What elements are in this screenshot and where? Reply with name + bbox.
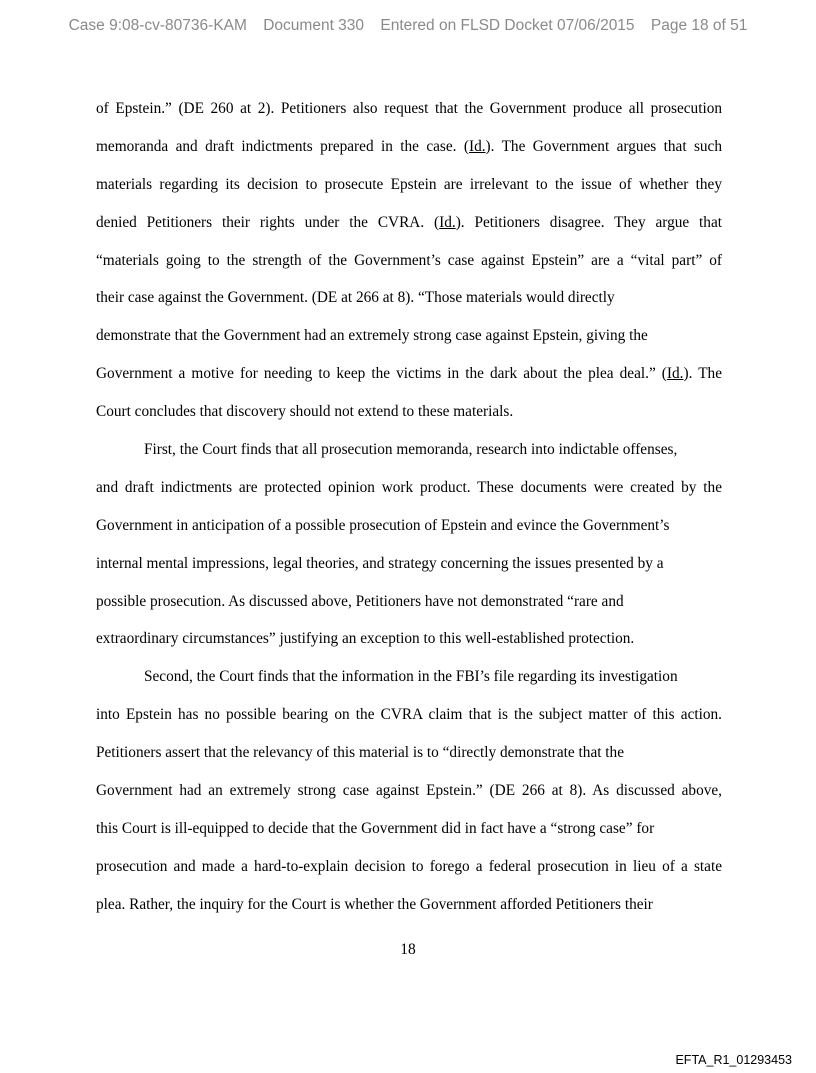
text-line: Court concludes that discovery should not extend to these materials.	[96, 403, 514, 421]
docket-header	[0, 17, 816, 35]
text-line: and draft indictments are protected opinion work product. These documents were created by the	[96, 478, 722, 496]
text-line: Second, the Court finds that the information in the FBI’s file regarding its investigation	[144, 668, 678, 686]
text-line: denied Petitioners their rights under the CVRA. (Id.). Petitioners disagree. They argue that	[96, 213, 722, 231]
text-line: of Epstein.” (DE 260 at 2). Petitioners also request that the Government produce all prosecution	[96, 100, 722, 117]
document-body	[96, 90, 722, 924]
docket-entry: Entered on FLSD Docket 07/06/2015	[380, 17, 635, 34]
text-line: their case against the Government. (DE at 266 at 8). “Those materials would directly	[96, 289, 615, 307]
text-line: plea. Rather, the inquiry for the Court is whether the Government afforded Petitioners their	[96, 895, 653, 913]
text-line: “materials going to the strength of the Government’s case against Epstein” are a “vital part” of	[96, 251, 722, 269]
case-number: Case 9:08-cv-80736-KAM	[68, 17, 247, 34]
text-line: internal mental impressions, legal theories, and strategy concerning the issues presented by a	[96, 554, 664, 572]
text-line: demonstrate that the Government had an extremely strong case against Epstein, giving the	[96, 327, 648, 345]
text-line: First, the Court finds that all prosecution memoranda, research into indictable offenses,	[144, 441, 678, 459]
text-line: this Court is ill-equipped to decide that the Government did in fact have a “strong case” for	[96, 819, 655, 837]
page-number: 18	[400, 941, 416, 958]
page-of-total: Page 18 of 51	[650, 17, 748, 34]
text-line: memoranda and draft indictments prepared in the case. (Id.). The Government argues that such	[96, 137, 722, 155]
text-line: into Epstein has no possible bearing on the CVRA claim that is the subject matter of this action.	[96, 706, 722, 724]
text-line: extraordinary circumstances” justifying an exception to this well-established protection.	[96, 630, 635, 648]
document-number: Document 330	[263, 17, 365, 34]
text-line: possible prosecution. As discussed above, Petitioners have not demonstrated “rare and	[96, 592, 624, 610]
text-line: Government in anticipation of a possible prosecution of Epstein and evince the Government’s	[96, 516, 670, 534]
text-line: prosecution and made a hard-to-explain decision to forego a federal prosecution in lieu of a state	[96, 857, 722, 875]
text-line: Petitioners assert that the relevancy of this material is to “directly demonstrate that the	[96, 744, 624, 762]
text-line: Government had an extremely strong case against Epstein.” (DE 266 at 8). As discussed above,	[96, 782, 722, 800]
text-line: materials regarding its decision to prosecute Epstein are irrelevant to the issue of whether they	[96, 175, 722, 193]
text-line: Government a motive for needing to keep the victims in the dark about the plea deal.” (Id.). The	[96, 365, 722, 383]
bates-number: EFTA_R1_01293453	[675, 1053, 792, 1067]
